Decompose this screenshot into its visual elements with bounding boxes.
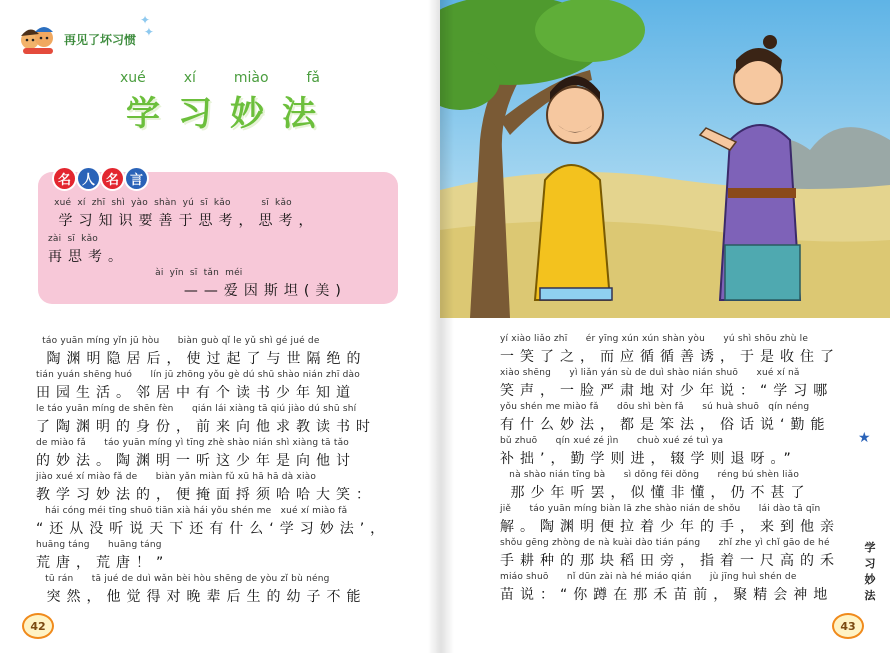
body-line-7-pinyin: huāng táng huāng táng [36,540,162,550]
body-line-8-pinyin: tū rán tā jué de duì wǎn bèi hòu shēng de yòu zǐ bù néng [36,574,330,584]
series-header [18,22,136,56]
series-title: 再见了坏习惯 [64,32,137,47]
right-body-line-3-text: 有什么妙法，都是笨法，俗话说‘勤能 [500,417,831,433]
right-body-line-2-pinyin: xiào shēng yì liǎn yán sù de duì shào nián shuō xué xí nǎ [500,368,800,378]
right-body-line-2-text: 笑声，一脸严肃地对少年说：“学习哪 [500,383,834,399]
right-body-line-4-pinyin: bǔ zhuō qín xué zé jìn chuò xué zé tuì ya [500,436,724,446]
body-line-3-pinyin: le táo yuān míng de shēn fèn qián lái xiàng tā qiú jiào dú shū shí [36,404,357,414]
right-body-line-6-text: 解。陶渊明便拉着少年的手，来到他亲 [500,519,840,535]
title-pinyin-4: fǎ [306,70,320,86]
body-line-2-pinyin: tián yuán shēng huó lín jū zhōng yǒu gè dú shū shào nián zhī dào [36,370,360,380]
body-line-4-pinyin: de miào fǎ táo yuān míng yì tīng zhè shào nián shì xiàng tā tǎo [36,438,349,448]
side-title: 学习妙法 [864,541,876,602]
body-line-5-pinyin: jiào xué xí miào fǎ de biàn yǎn miàn fǔ xū hā hā dà xiào [36,472,317,482]
quote-line-3-pinyin: ài yīn sī tǎn méi [48,268,243,278]
body-line-5-text: 教学习妙法的，便掩面捋须哈哈大笑： [36,487,376,503]
quote-line-1-text: 学习知识要善于思考，思考， [48,213,319,229]
title-pinyin-2: xí [183,70,196,86]
title-char-1: 学 [126,94,160,134]
quote-badge-3: 名 [102,168,123,189]
page-title [126,86,316,135]
body-line-8-text: 突然，他觉得对晚辈后生的幼子不能 [36,589,367,605]
quote-badge-4: 言 [126,168,147,189]
quote-badges [54,168,147,189]
right-body-line-7-pinyin: shǒu gēng zhòng de nà kuài dào tián páng zhǐ zhe yì chǐ gāo de hé [500,538,830,548]
book-gutter [428,0,454,653]
right-body-line-5-pinyin: nà shào nián tīng bà sì dǒng fēi dǒng réng bú shèn liǎo [500,470,800,480]
title-char-4: 法 [282,94,316,134]
right-body-line-6-pinyin: jiě táo yuān míng biàn lā zhe shào nián de shǒu lái dào tā qīn [500,504,821,514]
title-pinyin [120,70,320,86]
right-page [440,0,890,653]
left-page [0,0,440,653]
kids-mascot-icon [18,22,60,56]
page-number-right: 43 [832,613,864,639]
body-line-6-pinyin: hái cóng méi tīng shuō tiān xià hái yǒu shén me xué xí miào fǎ [36,506,348,516]
title-char-2: 习 [178,94,212,134]
body-line-1-text: 陶渊明隐居后，使过起了与世隔绝的 [36,351,367,367]
right-body-line-1-text: 一笑了之，而应循循善诱，于是收住了 [500,349,840,365]
right-body-line-1-pinyin: yí xiào liǎo zhī ér yīng xún xún shàn yòu yú shì shōu zhù le [500,334,809,344]
right-body-line-7-text: 手耕种的那块稻田旁，指着一尺高的禾 [500,553,840,569]
title-pinyin-1: xué [120,70,146,86]
body-line-4-text: 的妙法。陶渊明一听这少年是向他讨 [36,453,356,469]
right-body-line-8-pinyin: miáo shuō nǐ dūn zài nà hé miáo qián jù jīng huì shén de [500,572,797,582]
body-line-6-text: “还从没听说天下还有什么‘学习妙法’， [36,521,391,537]
sparkle-icon: ✦ ✦ [140,13,154,39]
quote-author: ——爱因斯坦(美) [48,283,347,299]
title-char-3: 妙 [230,94,264,134]
body-line-7-text: 荒唐，荒唐！” [36,555,170,571]
star-icon: ★ [858,430,871,446]
body-line-2-text: 田园生活。邻居中有个读书少年知道 [36,385,356,401]
title-pinyin-3: miào [233,70,269,86]
page-number-left: 42 [22,613,54,639]
quote-line-2-text: 再思考。 [48,249,128,265]
right-body-line-8-text: 苗说：“你蹲在那禾苗前，聚精会神地 [500,587,834,603]
quote-line-2-pinyin: zài sī kǎo [48,234,99,244]
right-body-line-3-pinyin: yǒu shén me miào fǎ dōu shì bèn fǎ sú huà shuō qín néng [500,402,810,412]
right-body-line-5-text: 那少年听罢，似懂非懂，仍不甚了 [500,485,811,501]
body-line-3-text: 了陶渊明的身份，前来向他求教读书时 [36,419,376,435]
quote-badge-2: 人 [78,168,99,189]
body-line-1-pinyin: táo yuān míng yǐn jū hòu biàn guò qǐ le yǔ shì gé jué de [36,336,320,346]
quote-badge-1: 名 [54,168,75,189]
story-illustration [440,0,890,318]
quote-line-1-pinyin: xué xí zhī shì yào shàn yú sī kǎo sī kǎo [48,198,292,208]
right-body-line-4-text: 补拙’，勤学则进，辍学则退呀。” [500,451,797,467]
